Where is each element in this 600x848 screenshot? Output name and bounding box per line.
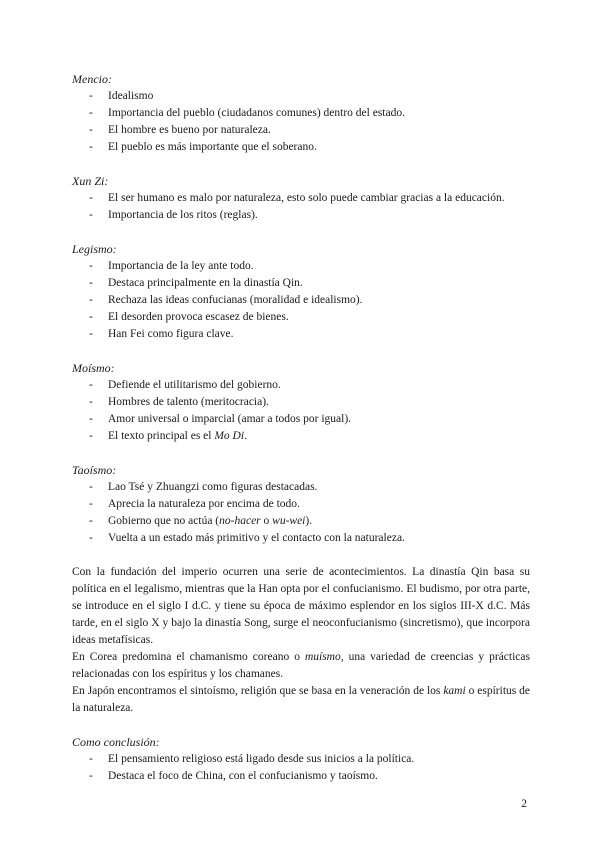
list-item — [72, 428, 530, 445]
bullet-list — [72, 88, 530, 156]
bullet-dash: - — [89, 413, 93, 425]
bullet-dash: - — [89, 260, 93, 272]
section-mencio — [72, 71, 530, 156]
bullet-dash: - — [89, 141, 93, 153]
list-item — [72, 139, 530, 156]
list-item — [72, 292, 530, 309]
list-item — [72, 88, 530, 105]
list-item-text-mid: o — [260, 515, 273, 527]
list-item-text: Importancia de la ley ante todo. — [108, 260, 254, 272]
bullet-dash: - — [89, 532, 93, 544]
bullet-dash: - — [89, 328, 93, 340]
list-item-text: Destaca principalmente en la dinastía Qin. — [108, 277, 303, 289]
bullet-dash: - — [89, 124, 93, 136]
list-item — [72, 105, 530, 122]
paragraph-text-pre: En Corea predomina el chamanismo coreano o — [72, 651, 305, 663]
bullet-dash: - — [89, 209, 93, 221]
paragraph-japan — [72, 683, 530, 717]
list-item — [72, 513, 530, 530]
bullet-dash: - — [89, 311, 93, 323]
list-item — [72, 258, 530, 275]
list-item — [72, 768, 530, 785]
bullet-dash: - — [89, 770, 93, 782]
section-heading: Como conclusión: — [72, 735, 160, 749]
list-item-text: El hombre es bueno por naturaleza. — [108, 124, 271, 136]
section-xun-zi — [72, 173, 530, 224]
list-item-text: Aprecia la naturaleza por encima de todo. — [108, 498, 300, 510]
list-item-text: Importancia de los ritos (reglas). — [108, 209, 258, 221]
list-item — [72, 411, 530, 428]
body-paragraphs — [72, 564, 530, 717]
paragraph-history: Con la fundación del imperio ocurren una serie de acontecimientos. La dinastía Qin basa su política en el legalismo, mientras que la Han opta por el confucianismo. El budismo, por otra parte, se introduce en el siglo I d.C. y tiene su época de máximo esplendor en los siglos III-X d.C. Más tarde, en el siglo X y bajo la dinastía Song, surge el neoconfucianismo (sincretismo), que incorpora ideas metafísicas. — [72, 566, 530, 646]
bullet-dash: - — [89, 498, 93, 510]
paragraph-text-post: , una variedad de creencias y prácticas relacionadas con los espíritus y los chamanes. — [72, 651, 530, 680]
list-item-text: El desorden provoca escasez de bienes. — [108, 311, 289, 323]
list-item — [72, 122, 530, 139]
list-item — [72, 309, 530, 326]
bullet-list — [72, 377, 530, 445]
bullet-dash: - — [89, 90, 93, 102]
list-item-text-pre: El texto principal es el — [108, 430, 215, 442]
bullet-list — [72, 751, 530, 785]
list-item — [72, 190, 530, 207]
bullet-dash: - — [89, 107, 93, 119]
section-heading: Taoísmo: — [72, 463, 117, 477]
section-heading: Mencio: — [72, 72, 112, 86]
list-item-text-post: . — [244, 430, 247, 442]
list-item-text: Hombres de talento (meritocracia). — [108, 396, 269, 408]
term-emphasis: wu-wei — [272, 515, 306, 527]
list-item — [72, 377, 530, 394]
book-title-emphasis: Mo Di — [214, 430, 245, 442]
list-item — [72, 207, 530, 224]
list-item-text: El pensamiento religioso está ligado desde sus inicios a la política. — [108, 753, 415, 765]
term-emphasis: kami — [443, 685, 466, 697]
list-item-text-pre: Gobierno que no actúa ( — [108, 515, 220, 527]
section-heading: Moísmo: — [72, 361, 115, 375]
list-item-text: Importancia del pueblo (ciudadanos comunes) dentro del estado. — [108, 107, 405, 119]
list-item — [72, 394, 530, 411]
section-conclusion — [72, 734, 530, 785]
list-item-text: Lao Tsé y Zhuangzi como figuras destacadas. — [108, 481, 318, 493]
list-item — [72, 530, 530, 547]
term-emphasis: no-hacer — [219, 515, 261, 527]
bullet-dash: - — [89, 192, 93, 204]
bullet-dash: - — [89, 277, 93, 289]
list-item-text: Idealismo — [108, 90, 154, 102]
list-item-text: Vuelta a un estado más primitivo y el contacto con la naturaleza. — [108, 532, 405, 544]
paragraph-text-post: o espíritus de la naturaleza. — [72, 685, 531, 714]
bullet-dash: - — [89, 294, 93, 306]
page-number: 2 — [521, 798, 527, 810]
page-content — [72, 71, 530, 802]
list-item-text: Destaca el foco de China, con el confucianismo y taoísmo. — [108, 770, 378, 782]
paragraph-korea — [72, 649, 530, 683]
bullet-list — [72, 190, 530, 224]
list-item-text-post: ). — [305, 515, 313, 527]
bullet-dash: - — [89, 396, 93, 408]
bullet-dash: - — [89, 481, 93, 493]
bullet-dash: - — [89, 753, 93, 765]
paragraph-text-pre: En Japón encontramos el sintoísmo, religión que se basa en la veneración de los — [72, 685, 444, 697]
list-item-text: Rechaza las ideas confucianas (moralidad e idealismo). — [108, 294, 363, 306]
list-item — [72, 479, 530, 496]
list-item — [72, 751, 530, 768]
bullet-list — [72, 479, 530, 547]
term-emphasis: muísmo — [304, 651, 341, 663]
list-item-text: Amor universal o imparcial (amar a todos por igual). — [108, 413, 352, 425]
list-item-text: El ser humano es malo por naturaleza, esto solo puede cambiar gracias a la educación. — [108, 192, 505, 204]
list-item — [72, 275, 530, 292]
list-item — [72, 326, 530, 343]
bullet-list — [72, 258, 530, 343]
bullet-dash: - — [89, 379, 93, 391]
bullet-dash: - — [89, 430, 93, 442]
bullet-dash: - — [89, 515, 93, 527]
list-item-text: Han Fei como figura clave. — [108, 328, 234, 340]
section-moismo — [72, 360, 530, 445]
section-heading: Legismo: — [72, 242, 117, 256]
list-item-text: El pueblo es más importante que el soberano. — [108, 141, 317, 153]
section-legismo — [72, 241, 530, 343]
list-item — [72, 496, 530, 513]
section-heading: Xun Zi: — [72, 174, 109, 188]
list-item-text: Defiende el utilitarismo del gobierno. — [108, 379, 281, 391]
section-taoismo — [72, 462, 530, 547]
